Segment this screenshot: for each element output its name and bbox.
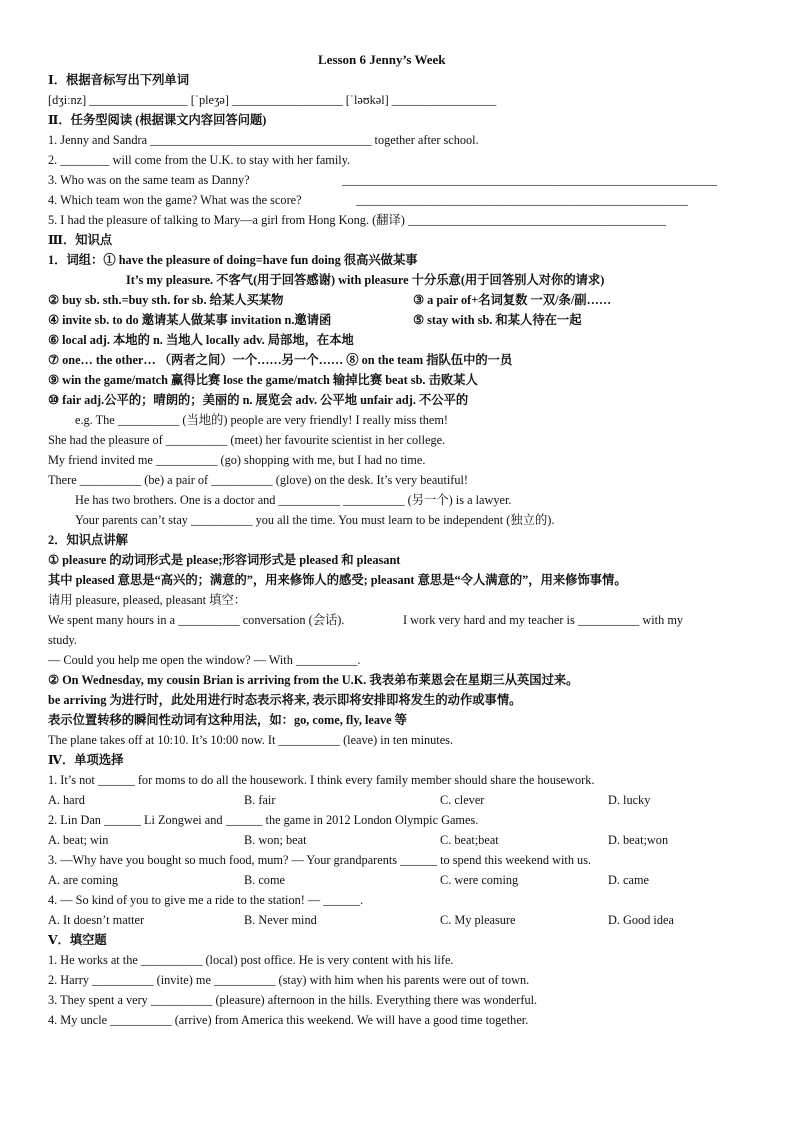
mc-option: A. hard [48,793,85,807]
exercise-sentence-5: Your parents can’t stay __________ you all the time. You must learn to be independent (独立的). [75,513,555,527]
mc-question: 1. It’s not ______ for moms to do all the housework. I think every family member should share the housework. [48,773,595,787]
fill-sentence-2-cont: study. [48,633,77,647]
mc-question: 3. —Why have you bought so much food, mum? — Your grandparents ______ to spend this weekend with us. [48,853,592,867]
mc-option: B. fair [244,793,276,807]
phrase-point-2: ② buy sb. sth.=buy sth. for sb. 给某人买某物 [48,293,284,307]
mc-option: A. are coming [48,873,118,887]
knowledge-subheading: 2．知识点讲解 [48,533,128,547]
reading-question-1: 1. Jenny and Sandra ____________________________________ together after school. [48,133,479,147]
fill-blank-item: 3. They spent a very __________ (pleasure) afternoon in the hills. Everything there was wonderful. [48,993,538,1007]
mc-question: 4. — So kind of you to give me a ride to the station! — ______. [48,893,364,907]
mc-option: A. beat; win [48,833,109,847]
reading-question-2: 2. ________ will come from the U.K. to stay with her family. [48,153,351,167]
exercise-sentence-4: He has two brothers. One is a doctor and __________ __________ (另一个) is a lawyer. [75,493,512,507]
mc-option: D. lucky [608,793,651,807]
exercise-sentence-2: My friend invited me __________ (go) shopping with me, but I had no time. [48,453,426,467]
phrase-point-5: ⑤ stay with sb. 和某人待在一起 [413,313,582,327]
knowledge-point-2-note: 表示位置转移的瞬间性动词有这种用法，如：go, come, fly, leave 等 [48,713,407,727]
fill-sentence-2: I work very hard and my teacher is __________ with my [403,613,684,627]
phrase-point-1: 1．词组：① have the pleasure of doing=have fun doing 很高兴做某事 [48,253,418,267]
mc-option: D. Good idea [608,913,674,927]
page-title: Lesson 6 Jenny’s Week [318,52,446,67]
reading-question-5: 5. I had the pleasure of talking to Mary—a girl from Hong Kong. (翻译) __________________________________________ [48,213,667,227]
phonetic-blanks-line: [dʒiːnz] ________________ [ˈpleʒə] __________________ [ˈləʊkəl] _________________ [48,93,497,107]
section-2-heading: Ⅱ．任务型阅读 (根据课文内容回答问题) [48,113,267,127]
mc-option: C. My pleasure [440,913,516,927]
exercise-sentence-3: There __________ (be) a pair of __________ (glove) on the desk. It’s very beautiful! [48,473,469,487]
phrase-point-10: ⑩ fair adj.公平的；晴朗的；美丽的 n. 展览会 adv. 公平地 unfair adj. 不公平的 [48,393,469,407]
knowledge-point-1-detail: 其中 pleased 意思是“高兴的；满意的”，用来修饰人的感受; pleasant 意思是“令人满意的”，用来修饰事情。 [48,573,627,587]
mc-option: D. beat;won [608,833,669,847]
fill-sentence-3: — Could you help me open the window? — With __________. [48,653,361,667]
section-4-heading: Ⅳ．单项选择 [48,753,124,767]
fill-sentence-1: We spent many hours in a __________ conversation (会话). [48,613,345,627]
phrase-point-4: ④ invite sb. to do 邀请某人做某事 invitation n.邀请函 [48,313,332,327]
phrase-point-1b: It’s my pleasure. 不客气(用于回答感谢) with pleasure 十分乐意(用于回答别人对你的请求) [126,273,605,287]
mc-question: 2. Lin Dan ______ Li Zongwei and ______ the game in 2012 London Olympic Games. [48,813,479,827]
exercise-sentence-1: She had the pleasure of __________ (meet) her favourite scientist in her college. [48,433,446,447]
section-1-heading: Ⅰ．根据音标写出下列单词 [48,73,190,87]
mc-option: B. Never mind [244,913,317,927]
fill-blank-item: 1. He works at the __________ (local) post office. He is very content with his life. [48,953,454,967]
mc-option: B. won; beat [244,833,307,847]
mc-option: C. beat;beat [440,833,499,847]
mc-option: A. It doesn’t matter [48,913,145,927]
section-5-heading: Ⅴ．填空题 [48,933,107,947]
reading-question-4: 4. Which team won the game? What was the score? [48,193,302,207]
mc-option: B. come [244,873,285,887]
mc-option: C. were coming [440,873,519,887]
fill-sentence-4: The plane takes off at 10:10. It’s 10:00 now. It __________ (leave) in ten minutes. [48,733,454,747]
knowledge-point-2: ② On Wednesday, my cousin Brian is arriving from the U.K. 我表弟布莱恩会在星期三从英国过来。 [48,673,579,687]
fill-blank-item: 2. Harry __________ (invite) me __________ (stay) with him when his parents were out of town. [48,973,530,987]
answer-blank-4: ______________________________________________________ [356,193,689,207]
mc-option: D. came [608,873,649,887]
phrase-point-6: ⑥ local adj. 本地的 n. 当地人 locally adv. 局部地，在本地 [48,333,354,347]
fill-blank-item: 4. My uncle __________ (arrive) from America this weekend. We will have a good time together. [48,1013,529,1027]
knowledge-point-2-detail: be arriving 为进行时，此处用进行时态表示将来, 表示即将安排即将发生的动作或事情。 [48,693,522,707]
knowledge-point-1: ① pleasure 的动词形式是 please;形容词形式是 pleased 和 pleasant [48,553,401,567]
phrase-point-9: ⑨ win the game/match 赢得比赛 lose the game/match 输掉比赛 beat sb. 击败某人 [48,373,478,387]
fill-instruction: 请用 pleasure, pleased, pleasant 填空： [48,593,247,607]
section-3-heading: Ⅲ．知识点 [48,233,113,247]
reading-question-3: 3. Who was on the same team as Danny? [48,173,250,187]
answer-blank-3: _____________________________________________________________ [342,173,718,187]
example-sentence: e.g. The __________ (当地的) people are very friendly! I really miss them! [75,413,449,427]
mc-option: C. clever [440,793,485,807]
phrase-point-7-8: ⑦ one… the other… （两者之间）一个……另一个…… ⑧ on the team 指队伍中的一员 [48,353,513,367]
phrase-point-3: ③ a pair of+名词复数 一双/条/副…… [413,293,612,307]
